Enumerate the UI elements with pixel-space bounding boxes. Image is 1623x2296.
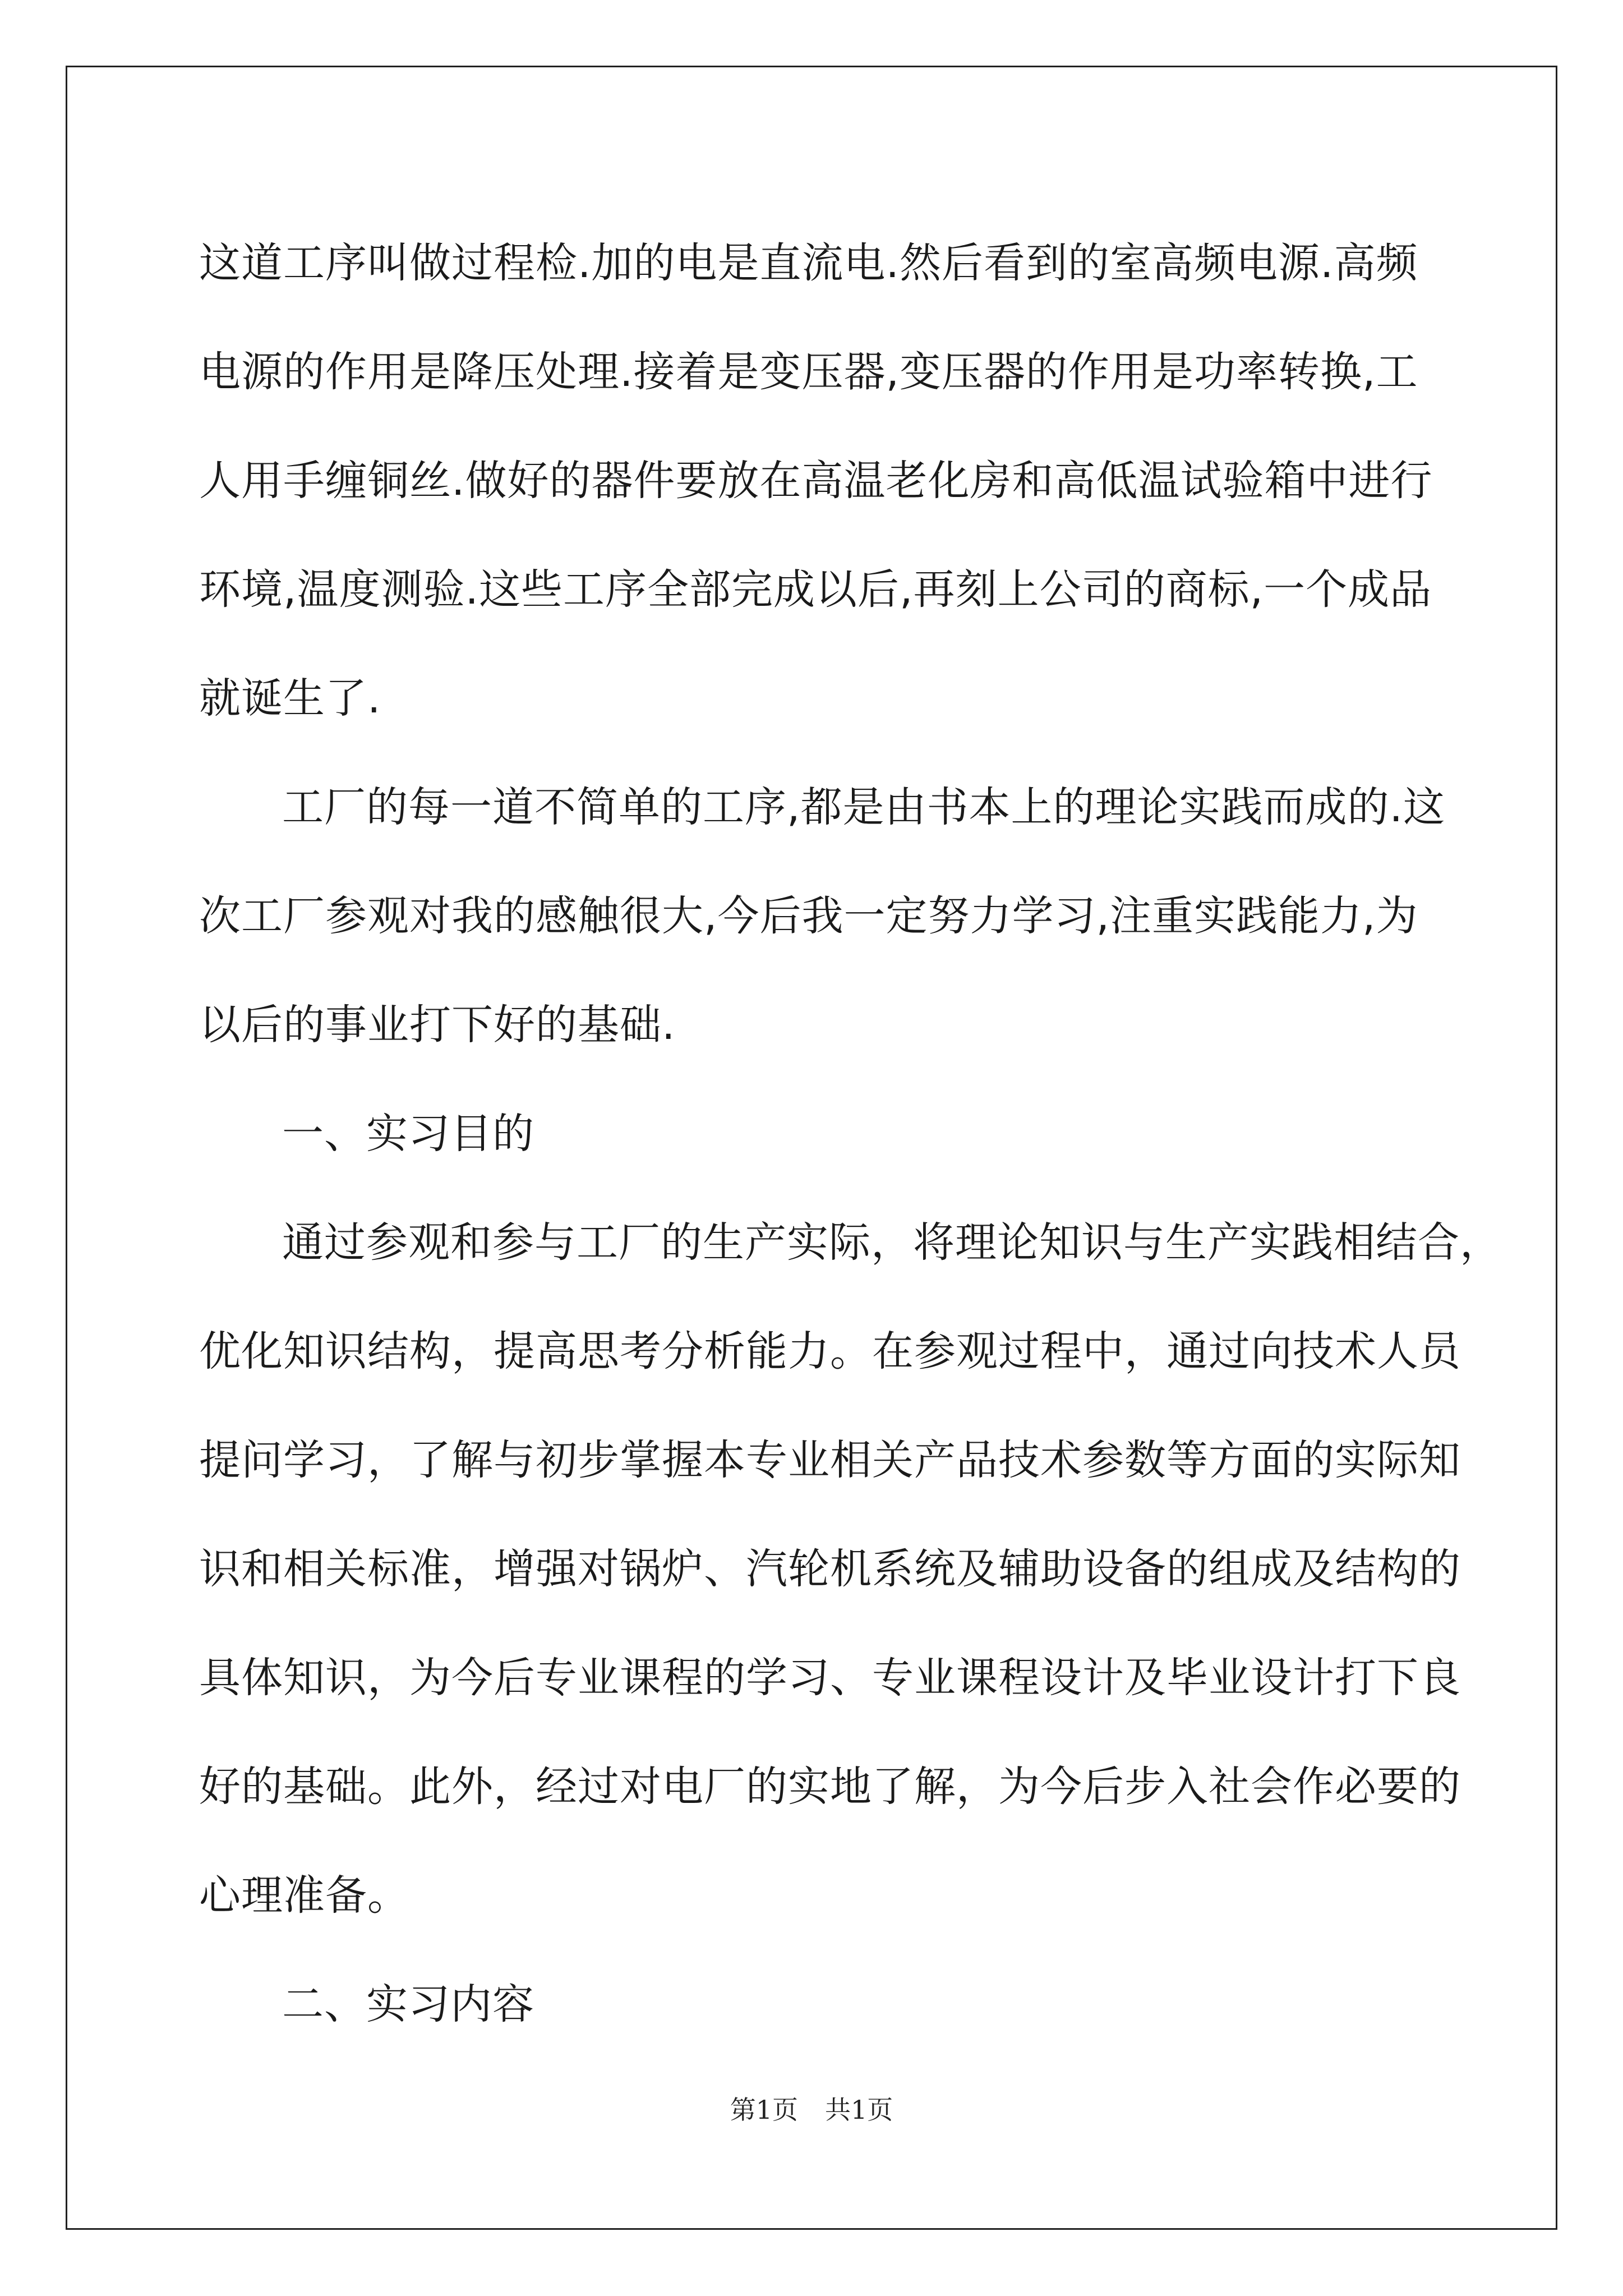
section-heading-purpose: 一、实习目的	[282, 1110, 534, 1158]
text-line: 心理准备。	[199, 1871, 409, 1920]
text-line: 优化知识结构，提高思考分析能力。在参观过程中，通过向技术人员	[199, 1327, 1461, 1375]
text-line: 就诞生了.	[199, 674, 381, 723]
text-line: 以后的事业打下好的基础.	[199, 1001, 676, 1049]
text-line: 人用手缠铜丝.做好的器件要放在高温老化房和高低温试验箱中进行	[199, 457, 1433, 505]
text-line: 次工厂参观对我的感触很大,今后我一定努力学习,注重实践能力,为	[199, 892, 1418, 940]
text-line: 这道工序叫做过程检.加的电是直流电.然后看到的室高频电源.高频	[199, 239, 1418, 287]
page-total: 共1页	[825, 2095, 893, 2125]
text-line: 环境,温度测验.这些工序全部完成以后,再刻上公司的商标,一个成品	[199, 565, 1432, 614]
section-heading-content: 二、实习内容	[282, 1980, 534, 2028]
paragraph-start-line: 通过参观和参与工厂的生产实际，将理论知识与生产实践相结合，	[282, 1218, 1502, 1267]
text-line: 好的基础。此外，经过对电厂的实地了解，为今后步入社会作必要的	[199, 1763, 1461, 1811]
page-footer	[0, 2090, 1623, 2127]
page-number: 第1页	[730, 2095, 798, 2125]
text-line: 具体知识，为今后专业课程的学习、专业课程设计及毕业设计打下良	[199, 1654, 1461, 1702]
text-line: 识和相关标准，增强对锅炉、汽轮机系统及辅助设备的组成及结构的	[199, 1545, 1461, 1593]
paragraph-start-line: 工厂的每一道不简单的工序,都是由书本上的理论实践而成的.这	[282, 783, 1446, 831]
text-line: 提问学习，了解与初步掌握本专业相关产品技术参数等方面的实际知	[199, 1436, 1461, 1484]
document-body	[199, 209, 1502, 2059]
text-line: 电源的作用是降压处理.接着是变压器,变压器的作用是功率转换,工	[199, 348, 1418, 396]
